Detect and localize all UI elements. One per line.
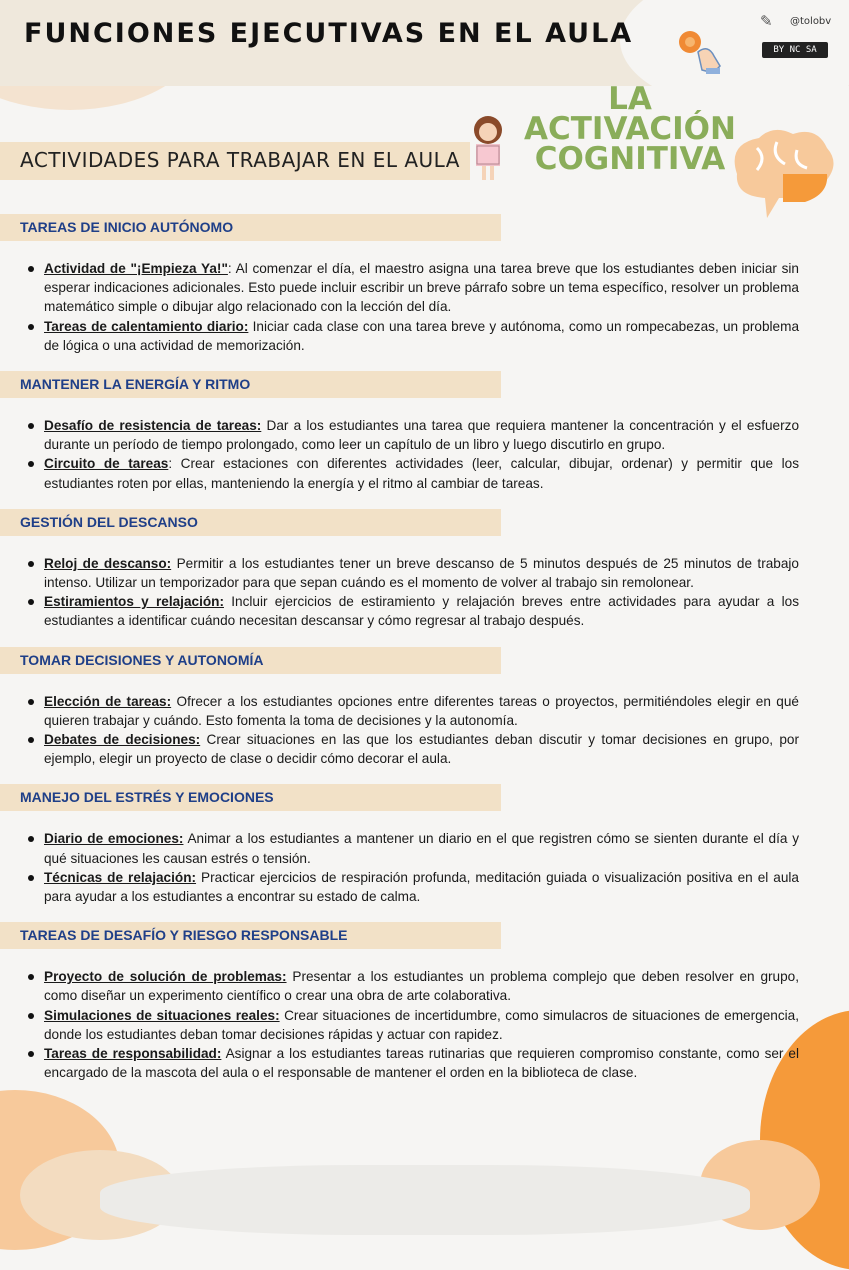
activities-content bbox=[0, 214, 849, 1098]
list-item bbox=[44, 967, 799, 1005]
section-heading: TAREAS DE DESAFÍO Y RIESGO RESPONSABLE bbox=[0, 922, 501, 949]
item-text: Ofrecer a los estudiantes opciones entre diferentes tareas o proyectos, permitiéndoles elegir en qué quieren trabajar y cuándo. Esto fomenta la toma de decisiones y la autonomía. bbox=[44, 693, 799, 728]
section-inicio-autonomo bbox=[0, 214, 849, 371]
page-title: FUNCIONES EJECUTIVAS EN EL AULA bbox=[24, 18, 634, 49]
list-item bbox=[44, 1006, 799, 1044]
section-energia-ritmo bbox=[0, 371, 849, 509]
item-text: Asignar a los estudiantes tareas rutinarias que requieren compromiso constante, como ser el encargado de la mascota del aula o el responsable de mantener el orden en la biblioteca de clase. bbox=[44, 1046, 799, 1081]
list-item bbox=[44, 592, 799, 630]
section-heading: MANEJO DEL ESTRÉS Y EMOCIONES bbox=[0, 784, 501, 811]
item-text: Animar a los estudiantes a mantener un diario en el que registren cómo se sienten durante el día y qué situaciones les causan estrés o tensión. bbox=[44, 831, 799, 866]
activity-list bbox=[0, 949, 849, 1098]
decor-blob-bottom-band bbox=[100, 1165, 750, 1235]
section-heading: GESTIÓN DEL DESCANSO bbox=[0, 509, 501, 536]
item-term: Debates de decisiones: bbox=[44, 732, 201, 748]
item-text: Presentar a los estudiantes un problema complejo que deben resolver en grupo, como diseñar un experimento científico o crear una obra de arte colaborativa. bbox=[44, 969, 799, 1004]
activities-banner bbox=[0, 142, 470, 180]
item-term: Actividad de "¡Empieza Ya!" bbox=[44, 261, 228, 276]
item-term: Elección de tareas: bbox=[44, 693, 172, 709]
list-item bbox=[44, 259, 799, 317]
item-term: Simulaciones de situaciones reales: bbox=[44, 1007, 280, 1023]
activity-list bbox=[0, 398, 849, 509]
student-girl-icon bbox=[468, 114, 508, 182]
brain-puzzle-icon bbox=[727, 128, 839, 220]
author-handle: @tolobv bbox=[790, 16, 832, 27]
topic-subtitle bbox=[500, 81, 760, 177]
list-item bbox=[44, 868, 799, 906]
activity-list bbox=[0, 536, 849, 647]
item-text: : Crear estaciones con diferentes actividades (leer, calcular, dibujar, ordenar) y permitir que los estudiantes roten por ellas, manteniendo la energía y el ritmo al cambiar de tareas. bbox=[44, 456, 799, 491]
cc-license-badge: BY NC SA bbox=[762, 42, 828, 58]
item-term: Estiramientos y relajación: bbox=[44, 594, 224, 610]
item-term: Tareas de responsabilidad: bbox=[44, 1046, 222, 1062]
list-item bbox=[44, 317, 799, 355]
item-term: Desafío de resistencia de tareas: bbox=[44, 418, 262, 434]
subtitle-line-1: LA ACTIVACIÓN bbox=[524, 81, 736, 147]
item-text: : Al comenzar el día, el maestro asigna una tarea breve que los estudiantes deben iniciar sin esperar indicaciones adicionales. Esto puede incluir escribir un breve párrafo sobre un tema específico, resolver un problema matemático simple o dibujar algo relacionado con la lección del día. bbox=[44, 261, 799, 315]
item-term: Diario de emociones: bbox=[44, 831, 184, 847]
activity-list bbox=[0, 811, 849, 922]
item-term: Técnicas de relajación: bbox=[44, 869, 197, 885]
pencil-icon: ✎ bbox=[760, 13, 773, 30]
item-text: Iniciar cada clase con una tarea breve y autónoma, como un rompecabezas, un problema de lógica o una actividad de memorización. bbox=[44, 318, 799, 353]
item-text: Practicar ejercicios de respiración profunda, meditación guiada o visualización positiva en el aula para ayudar a los estudiantes a encontrar su estado de calma. bbox=[44, 869, 799, 905]
item-term: Circuito de tareas bbox=[44, 456, 169, 472]
list-item bbox=[44, 730, 799, 768]
item-text: Crear situaciones en las que los estudiantes deban discutir y tomar decisiones en grupo, por ejemplo, elegir un proyecto de clase o decidir cómo decorar el aula. bbox=[44, 732, 799, 767]
list-item bbox=[44, 1044, 799, 1082]
item-term: Reloj de descanso: bbox=[44, 555, 172, 571]
item-text: Permitir a los estudiantes tener un breve descanso de 5 minutos después de 25 minutos de trabajo intenso. Utilizar un temporizador para que sepan cuándo es el momento de volver al trabajo sin remolonear. bbox=[44, 555, 799, 591]
hand-button-icon bbox=[676, 26, 726, 76]
section-estres-emociones bbox=[0, 784, 849, 922]
list-item bbox=[44, 454, 799, 492]
list-item bbox=[44, 692, 799, 730]
section-desafio-riesgo bbox=[0, 922, 849, 1098]
list-item bbox=[44, 554, 799, 592]
activities-banner-text: ACTIVIDADES PARA TRABAJAR EN EL AULA bbox=[20, 148, 460, 172]
section-decisiones-autonomia bbox=[0, 647, 849, 785]
subtitle-line-2: COGNITIVA bbox=[534, 141, 726, 177]
section-heading: TOMAR DECISIONES Y AUTONOMÍA bbox=[0, 647, 501, 674]
item-text: Crear situaciones de incertidumbre, como simulacros de situaciones de emergencia, donde los estudiantes deban tomar decisiones rápidas y actuar con rapidez. bbox=[44, 1007, 799, 1042]
activity-list bbox=[0, 241, 849, 371]
item-term: Proyecto de solución de problemas: bbox=[44, 969, 287, 985]
activity-list bbox=[0, 674, 849, 785]
list-item bbox=[44, 829, 799, 867]
section-heading: TAREAS DE INICIO AUTÓNOMO bbox=[0, 214, 501, 241]
section-heading: MANTENER LA ENERGÍA Y RITMO bbox=[0, 371, 501, 398]
section-gestion-descanso bbox=[0, 509, 849, 647]
list-item bbox=[44, 416, 799, 454]
item-term: Tareas de calentamiento diario: bbox=[44, 318, 249, 334]
item-text: Incluir ejercicios de estiramiento y relajación breves entre actividades para ayudar a los estudiantes a identificar cuándo necesitan descansar y cómo regresar al trabajo después. bbox=[44, 594, 799, 629]
item-text: Dar a los estudiantes una tarea que requiera mantener la concentración y el esfuerzo durante un período de tiempo prolongado, como leer un capítulo de un libro y luego discutirlo en grupo. bbox=[44, 418, 799, 453]
